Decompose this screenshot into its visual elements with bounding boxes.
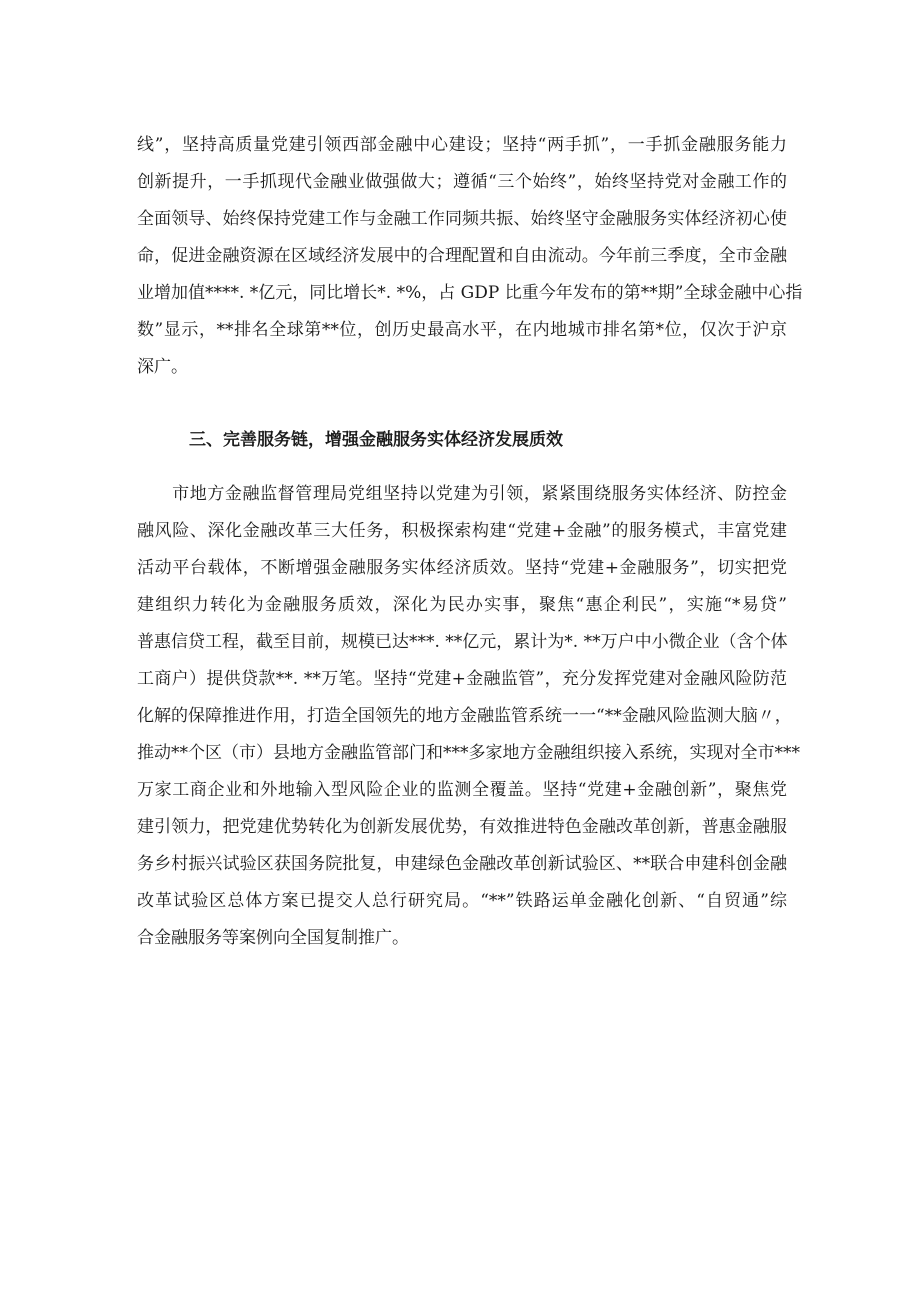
- text-line: 业增加值****. *亿元，同比增长*. *%，占 GDP 比重今年发布的第**期”全球金融中心指: [137, 283, 803, 303]
- text-line: 化解的保障推进作用，打造全国领先的地方金融监管系统一一“**金融风险监测大脑〃，: [137, 706, 792, 726]
- text-line: 融风险、深化金融改革三大任务，积极探索构建“党建+金融”的服务模式，丰富党建: [137, 521, 787, 541]
- text-line: 活动平台载体，不断增强金融服务实体经济质效。坚持“党建+金融服务”，切实把党: [137, 558, 787, 578]
- text-line: 改革试验区总体方案已提交人总行研究局。“**”铁路运单金融化创新、“自贸通”综: [137, 891, 787, 911]
- text-line: 市地方金融监督管理局党组坚持以党建为引领，紧紧围绕服务实体经济、防控金: [137, 484, 787, 504]
- section-heading: 三、完善服务链，增强金融服务实体经济发展质效: [189, 430, 563, 450]
- text-line: 线”，坚持高质量党建引领西部金融中心建设；坚持“两手抓”，一手抓金融服务能力: [137, 135, 787, 155]
- text-line: 创新提升，一手抓现代金融业做强做大；遵循“三个始终”，始终坚持党对金融工作的: [137, 172, 787, 192]
- text-line: 万家工商企业和外地输入型风险企业的监测全覆盖。坚持“党建+金融创新”，聚焦党: [137, 780, 787, 800]
- text-line: 推动**个区（市）县地方金融监管部门和***多家地方金融组织接入系统，实现对全市***: [137, 743, 800, 763]
- text-line: 普惠信贷工程，截至目前，规模已达***. **亿元，累计为*. **万户中小微企业（含个体: [137, 632, 788, 652]
- text-line: 建组织力转化为金融服务质效，深化为民办实事，聚焦“惠企利民”，实施“*易贷”: [137, 595, 787, 615]
- text-line: 务乡村振兴试验区获国务院批复，申建绿色金融改革创新试验区、**联合申建科创金融: [137, 854, 787, 874]
- text-line: 命，促进金融资源在区域经济发展中的合理配置和自由流动。今年前三季度，全市金融: [137, 246, 787, 266]
- text-line: 建引领力，把党建优势转化为创新发展优势，有效推进特色金融改革创新，普惠金融服: [137, 817, 787, 837]
- text-line: 工商户）提供贷款**. **万笔。坚持“党建+金融监管”，充分发挥党建对金融风险防范: [137, 669, 787, 689]
- text-line: 数”显示，**排名全球第**位，创历史最高水平，在内地城市排名第*位，仅次于沪京: [137, 320, 787, 340]
- text-line: 全面领导、始终保持党建工作与金融工作同频共振、始终坚守金融服务实体经济初心使: [137, 209, 787, 229]
- text-line: 合金融服务等案例向全国复制推广。: [137, 928, 409, 948]
- text-line: 深广。: [137, 357, 188, 377]
